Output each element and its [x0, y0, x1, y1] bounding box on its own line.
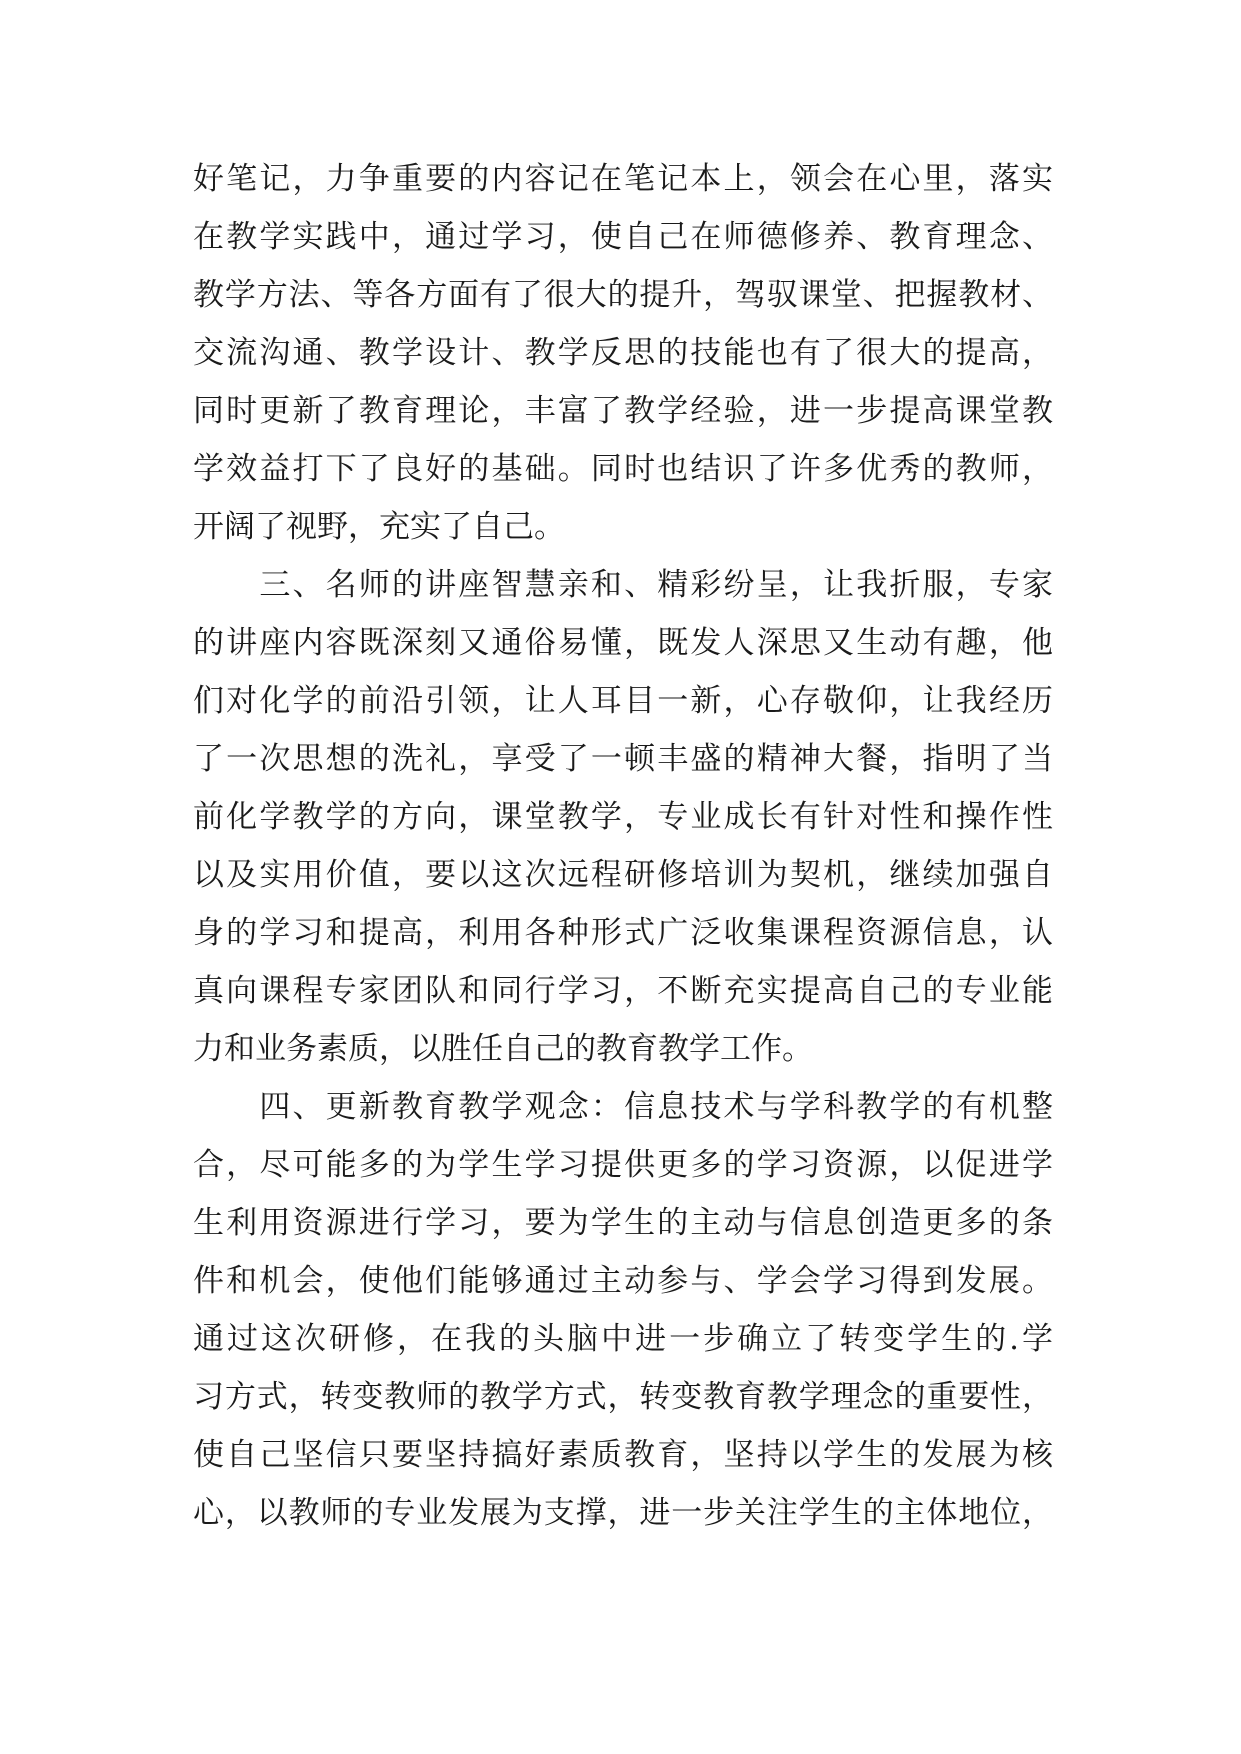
text-line: 开阔了视野，充实了自己。 [193, 509, 565, 545]
text-line: 在教学实践中，通过学习，使自己在师德修养、教育理念、 [193, 219, 1053, 255]
text-line: 三、名师的讲座智慧亲和、精彩纷呈，让我折服，专家 [193, 567, 1053, 603]
text-line: 使自己坚信只要坚持搞好素质教育，坚持以学生的发展为核 [193, 1437, 1053, 1473]
text-line: 学效益打下了良好的基础。同时也结识了许多优秀的教师， [193, 451, 1053, 487]
text-line: 通过这次研修，在我的头脑中进一步确立了转变学生的.学 [193, 1321, 1053, 1357]
text-line: 合，尽可能多的为学生学习提供更多的学习资源，以促进学 [193, 1147, 1053, 1183]
text-line: 交流沟通、教学设计、教学反思的技能也有了很大的提高， [193, 335, 1053, 371]
text-line: 力和业务素质，以胜任自己的教育教学工作。 [193, 1031, 813, 1067]
text-line: 同时更新了教育理论，丰富了教学经验，进一步提高课堂教 [193, 393, 1053, 429]
text-line: 教学方法、等各方面有了很大的提升，驾驭课堂、把握教材、 [193, 277, 1053, 313]
text-line: 真向课程专家团队和同行学习，不断充实提高自己的专业能 [193, 973, 1053, 1009]
text-line: 的讲座内容既深刻又通俗易懂，既发人深思又生动有趣，他 [193, 625, 1053, 661]
text-line: 前化学教学的方向，课堂教学，专业成长有针对性和操作性 [193, 799, 1053, 835]
text-line: 以及实用价值，要以这次远程研修培训为契机，继续加强自 [193, 857, 1053, 893]
text-line: 了一次思想的洗礼，享受了一顿丰盛的精神大餐，指明了当 [193, 741, 1053, 777]
text-line: 件和机会，使他们能够通过主动参与、学会学习得到发展。 [193, 1263, 1053, 1299]
document-body [193, 150, 1053, 1542]
text-line: 们对化学的前沿引领，让人耳目一新，心存敬仰，让我经历 [193, 683, 1053, 719]
text-line: 生利用资源进行学习，要为学生的主动与信息创造更多的条 [193, 1205, 1053, 1241]
text-line: 好笔记，力争重要的内容记在笔记本上，领会在心里，落实 [193, 161, 1053, 197]
text-line: 四、更新教育教学观念：信息技术与学科教学的有机整 [193, 1089, 1053, 1125]
text-line: 身的学习和提高，利用各种形式广泛收集课程资源信息，认 [193, 915, 1053, 951]
text-line: 习方式，转变教师的教学方式，转变教育教学理念的重要性， [193, 1379, 1053, 1415]
text-line: 心，以教师的专业发展为支撑，进一步关注学生的主体地位， [193, 1495, 1053, 1531]
